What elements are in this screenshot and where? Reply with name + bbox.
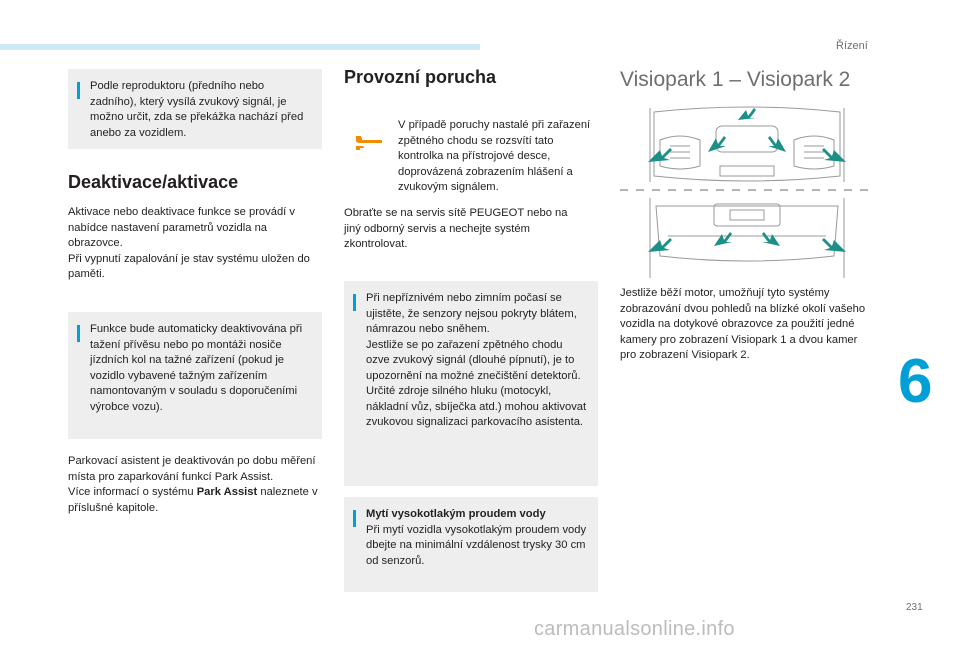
note-accent-bar: [77, 325, 80, 342]
text: naleznete v příslušné kapitole.: [68, 486, 318, 514]
note-text: Podle reproduktoru (předního nebo zadního), který vysílá zvukový signál, je možno určit, zda se překážka nachází před anebo za vozidlem.: [90, 80, 304, 139]
note-title: Mytí vysokotlakým proudem vody: [366, 508, 546, 520]
section-heading-deactivation: Deaktivace/aktivace: [68, 172, 239, 192]
warning-text: V případě poruchy nastalé při zařazení zpětného chodu se rozsvítí tato kontrolka na přístrojové desce, doprovázená zobrazením hlášení a zvukovým signálem.: [398, 119, 591, 193]
section-heading-malfunction: Provozní porucha: [344, 67, 497, 87]
text: Více informací o systému: [68, 486, 197, 498]
note-text: Při mytí vozidla vysokotlakým proudem vody dbejte na minimální vzdálenost trysky 30 cm od senzorů.: [366, 523, 587, 567]
note-text: Určité zdroje silného hluku (motocykl, nákladní vůz, sbíječka atd.) mohou aktivovat zvukovou signalizaci parkovacího asistenta.: [366, 385, 587, 428]
note-towing: [68, 312, 322, 439]
note-text: Jestliže se po zařazení zpětného chodu ozve zvukový signál (dlouhé pípnutí), je to upozornění na možné znečištění detektorů.: [366, 338, 581, 382]
visiopark-text: Jestliže běží motor, umožňují tyto systémy zobrazování dvou pohledů na blízké okolí vašeho vozidla na dotykové obrazovce za použití jedné kamery pro zobrazení Visiopark 1 a dvou kamer pro zobrazení Visiopark 2.: [620, 287, 866, 361]
note-accent-bar: [353, 294, 356, 311]
note-accent-bar: [353, 510, 356, 527]
top-accent-bar: [0, 44, 480, 50]
note-pressure-wash: [344, 497, 598, 592]
note-text: Při nepříznivém nebo zimním počasí se ujistěte, že senzory nejsou pokryty blátem, námrazou nebo sněhem.: [366, 292, 577, 335]
note-text: Funkce bude automaticky deaktivována při tažení přívěsu nebo po montáži nosiče jízdních kol na tažné zařízení (pokud je vozidlo vybavené tažným zařízením namontovaným v souladu s doporučeními výrobce vozu).: [90, 323, 303, 413]
paragraph: Parkovací asistent je deaktivován po dobu měření místa pro zaparkování funkcí Park Assist.: [68, 455, 316, 483]
park-assist-bold: Park Assist: [196, 486, 258, 498]
paragraph: Při vypnutí zapalování je stav systému uložen do paměti.: [68, 252, 310, 280]
note-accent-bar: [77, 82, 80, 99]
wrench-icon: [354, 132, 386, 152]
note-weather: [344, 281, 598, 486]
deactivation-text: [68, 205, 320, 283]
paragraph: [68, 485, 320, 516]
park-assist-text: [68, 454, 320, 516]
paragraph: Aktivace nebo deaktivace funkce se provádí v nabídce nastavení parametrů vozidla na obrazovce.: [68, 206, 295, 249]
malfunction-text: Obraťte se na servis sítě PEUGEOT nebo na jiný odborný servis a nechejte systém zkontrolovat.: [344, 207, 568, 250]
page-number: 231: [906, 602, 923, 613]
watermark: carmanualsonline.info: [534, 618, 735, 640]
section-heading-visiopark: Visiopark 1 – Visiopark 2: [620, 68, 851, 91]
note-speaker-info: [68, 69, 322, 149]
chapter-number: 6: [898, 347, 933, 416]
vehicle-camera-illustration: [620, 106, 874, 278]
chapter-title: Řízení: [836, 40, 868, 52]
